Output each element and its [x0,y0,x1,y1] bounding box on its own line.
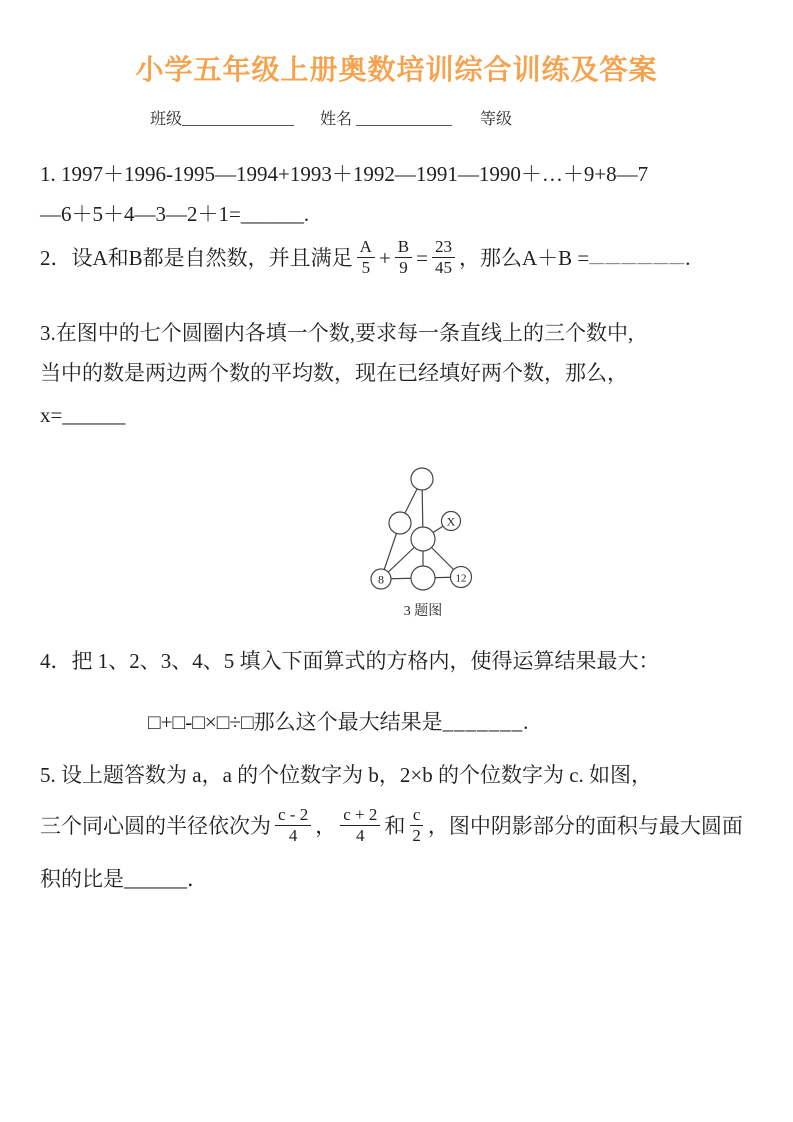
fraction-a-over-5: $\frac{A}{5}$ [357,237,375,279]
question-5-line-2-suffix: ，图中阴影部分的面积与最大圆面 [427,813,743,838]
fraction-c-plus-2-over-4: $\frac{c + 2}{4}$ [340,805,380,847]
question-4-suffix: 那么这个最大结果是 [253,710,443,734]
plus-sign: + [378,245,391,270]
question-5-line-1: 5. 设上题答数为 a，a 的个位数字为 b，2×b 的个位数字为 c. 如图， [40,763,653,787]
class-label: 班级 [150,111,183,128]
node-12-label: 12 [455,572,467,585]
question-4-formula: □+□-□×□÷□ [148,710,254,734]
question-5-line-2-prefix: 三个同心圆的半径依次为 [40,813,271,838]
circle-graph-figure [348,455,503,623]
fraction-c-minus-2-over-4: $\frac{c - 2}{4}$ [275,805,311,847]
equals-sign: = [416,245,428,270]
fraction-c-over-2: $\frac{c}{2}$ [409,805,424,847]
question-3-diagram [348,455,503,623]
question-2-suffix: ，那么A＋B = [458,245,590,270]
grade-label: 等级 [480,111,513,128]
question-2-answer-blank[interactable]: ＿＿＿＿＿＿ [589,249,686,266]
question-1-line-1: 1. 1997＋1996-1995—1994+1993＋1992—1991—1990＋…＋9+8—7 [40,162,649,186]
question-4-formula-line [148,709,793,735]
question-1-line-2: —6＋5＋4—3—2＋1=______. [40,202,310,226]
question-5-line-3[interactable]: 积的比是______． [40,867,208,891]
node-center-circle [411,527,435,551]
name-blank-field[interactable]: ____________ [356,111,453,128]
diagram-caption: 3 题图 [403,604,443,619]
question-5-comma: ， [315,813,337,838]
question-4-answer-blank[interactable]: _______ [442,710,524,734]
node-top-circle [411,468,433,490]
question-4-period: . [523,710,529,734]
node-mid-left-circle [389,512,411,534]
question-3-line-2: 当中的数是两边两个数的平均数，现在已经填好两个数，那么， [40,361,628,385]
question-3-answer-line[interactable]: x=______ [40,403,126,427]
fraction-b-over-9: $\frac{B}{9}$ [395,237,412,279]
page-title: 小学五年级上册奥数培训综合训练及答案 [135,54,658,85]
name-label: 姓名 [320,111,353,128]
node-bottom-mid-circle [411,566,435,590]
word-and: 和 [384,813,406,838]
question-4-line-1: 4．把 1、2、3、4、5 填入下面算式的方格内，使得运算结果最大： [40,649,660,673]
node-8-label: 8 [378,572,384,587]
class-blank-field[interactable]: ______________ [182,111,295,128]
student-info-row [150,106,512,129]
question-3-line-1: 3.在图中的七个圆圈内各填一个数,要求每一条直线上的三个数中, [40,321,634,345]
question-2 [40,237,755,279]
question-5-line-2 [40,805,755,847]
question-2-period: . [685,245,691,270]
node-x-label: X [446,514,456,529]
fraction-23-over-45: $\frac{23}{45}$ [432,237,455,279]
question-2-prefix: 2．设A和B都是自然数，并且满足 [40,245,353,270]
